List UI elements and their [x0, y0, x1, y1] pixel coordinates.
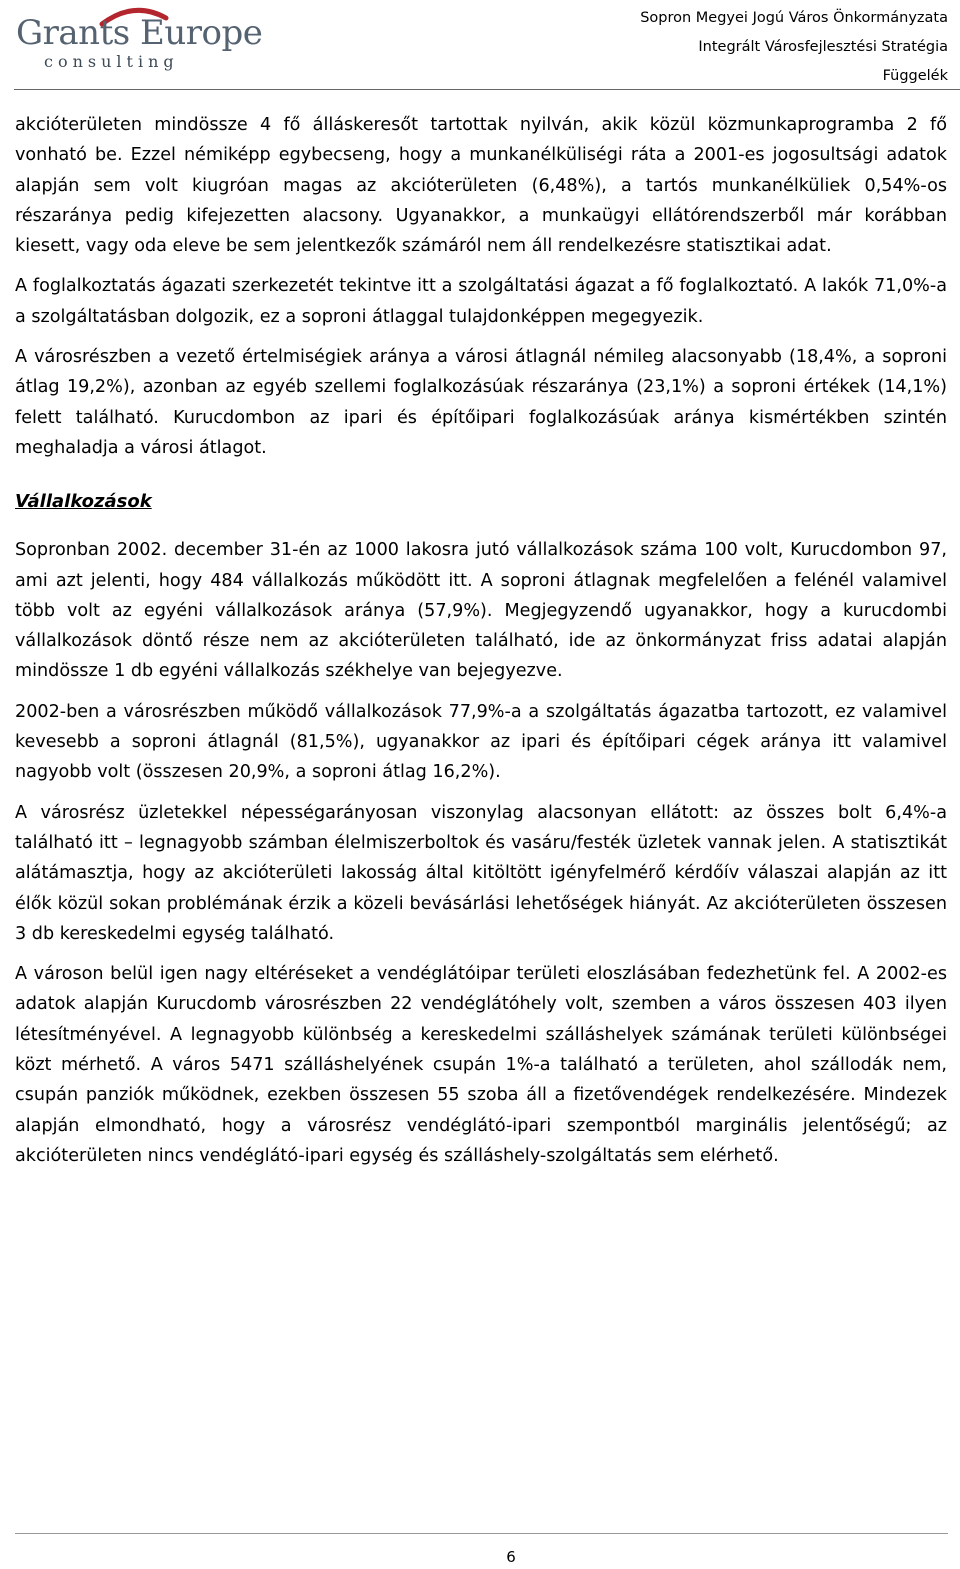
- paragraph-enterprise-count: Sopronban 2002. december 31-én az 1000 lakosra jutó vállalkozások száma 100 volt, Kurucdombon 97, ami azt jelenti, hogy 484 vállalkozás működött itt. A soproni átlagnak megfelelően a felénél valamivel több volt az egyéni vállalkozások aránya (57,9%). Megjegyzendő ugyanakkor, hogy a kurucdombi vállalkozások döntő része nem az akcióterületen található, ide az önkormányzat friss adatai alapján mindössze 1 db egyéni vállalkozás székhelye van bejegyezve.: [15, 540, 947, 682]
- section-heading-enterprises: Vállalkozások: [15, 491, 152, 513]
- logo-tagline: consulting: [44, 52, 179, 71]
- logo-wordmark: Grants Europe: [16, 13, 263, 53]
- footer-divider: [15, 1533, 948, 1534]
- grants-europe-logo: [14, 2, 263, 82]
- page-number: 6: [506, 1548, 516, 1566]
- document-body: [15, 110, 947, 1181]
- header-divider: [14, 89, 960, 90]
- paragraph-occupations: A városrészben a vezető értelmiségiek aránya a városi átlagnál némileg alacsonyabb (18,4%, a soproni átlag 19,2%), azonban az egyéb szellemi foglalkozásúak részaránya (23,1%) a soproni értékek (14,1%) felett található. Kurucdombon az ipari és építőipari foglalkozásúak aránya kismértékben szintén meghaladja a városi átlagot.: [15, 347, 947, 458]
- header-organization: Sopron Megyei Jogú Város Önkormányzata: [640, 10, 948, 26]
- paragraph-employment-structure: A foglalkoztatás ágazati szerkezetét tekintve itt a szolgáltatási ágazat a fő foglalkoztató. A lakók 71,0%-a a szolgáltatásban dolgozik, ez a soproni átlaggal tulajdonképpen megegyezik.: [15, 276, 947, 327]
- header-info: [640, 4, 948, 91]
- paragraph-unemployment: akcióterületen mindössze 4 fő álláskeresőt tartottak nyilván, akik közül közmunkaprogramba 2 fő vonható be. Ezzel némiképp egybecseng, hogy a munkanélküliségi ráta a 2001-es jogosultsági adatok alapján sem volt kiugróan magas az akcióterületen (6,48%), a tartós munkanélküliek 0,54%-os részaránya pedig kifejezetten alacsony. Ugyanakkor, a munkaügyi ellátórendszerből már korábban kiesett, vagy oda eleve be sem jelentkezők számáról nem áll rendelkezésre statisztikai adat.: [15, 115, 947, 257]
- paragraph-hospitality: A városon belül igen nagy eltéréseket a vendéglátóipar területi eloszlásában fedezhetünk fel. A 2002-es adatok alapján Kurucdomb városrészben 22 vendéglátóhely volt, szemben a város összesen 403 ilyen létesítményével. A legnagyobb különbség a kereskedelmi szálláshelyek számának területi különbségei közt mérhető. A város 5471 szálláshelyének csupán 1%-a található a területen, ahol szállodák nem, csupán panziók működnek, ezekben összesen 55 szoba áll a fizetővendégek rendelkezésére. Mindezek alapján elmondható, hogy a városrész vendéglátó-ipari szempontból marginális jelentőségű; az akcióterületen nincs vendéglátó-ipari egység és szálláshely-szolgáltatás sem elérhető.: [15, 964, 947, 1166]
- header-section: Függelék: [882, 68, 948, 84]
- page-header: [0, 0, 960, 92]
- header-document-title: Integrált Városfejlesztési Stratégia: [698, 39, 948, 55]
- paragraph-shops: A városrész üzletekkel népességarányosan viszonylag alacsonyan ellátott: az összes bolt 6,4%-a található itt – legnagyobb számban élelmiszerboltok és vasáru/festék üzletek vannak jelen. A statisztikát alátámasztja, hogy az akcióterületi lakosság által kitöltött igényfelmérő kérdőív válaszai alapján az itt élők közül sokan problémának érzik a közeli bevásárlási lehetőségek hiányát. Az akcióterületen összesen 3 db kereskedelmi egység található.: [15, 802, 947, 944]
- paragraph-enterprise-sectors: 2002-ben a városrészben működő vállalkozások 77,9%-a a szolgáltatás ágazatba tartozott, ez valamivel kevesebb a soproni átlagnál (81,5%), ugyanakkor az ipari és építőipari cégek aránya itt valamivel nagyobb volt (összesen 20,9%, a soproni átlag 16,2%).: [15, 701, 947, 783]
